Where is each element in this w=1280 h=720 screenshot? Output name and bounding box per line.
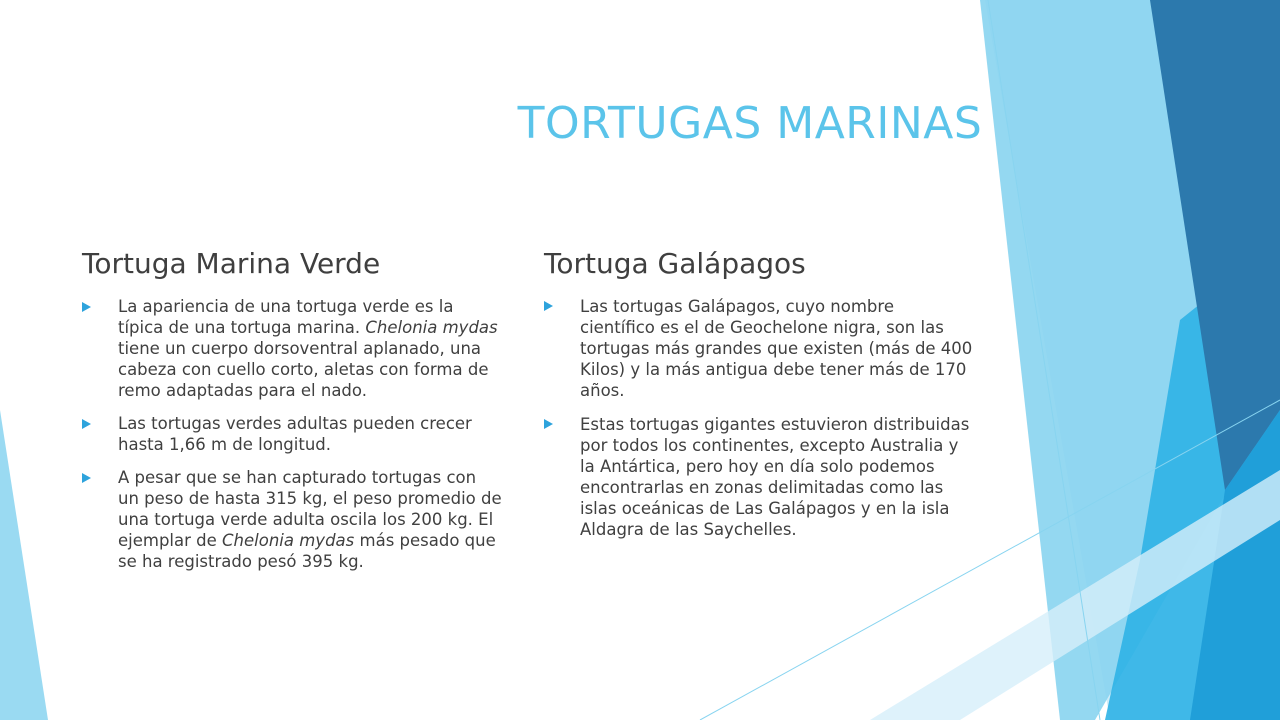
bullet-text	[118, 297, 498, 400]
text-segment: tiene un cuerpo dorsoventral aplanado, una cabeza con cuello corto, aletas con forma de remo adaptadas para el nado.	[118, 339, 489, 400]
bullet-item	[82, 467, 502, 572]
bullet-arrow-icon	[544, 419, 553, 429]
bullet-list	[82, 296, 502, 572]
text-segment: A pesar que se han capturado tortugas con un peso de hasta 315 kg, el peso promedio de una tortuga verde adulta oscila los 200 kg. El ejemplar de	[118, 468, 502, 550]
column-tortuga-galapagos	[544, 246, 974, 553]
text-segment: más pesado que se ha registrado pesó 395 kg.	[118, 531, 496, 571]
text-segment: La apariencia de una tortuga verde es la típica de una tortuga marina.	[118, 297, 454, 337]
bullet-text	[118, 468, 502, 571]
bullet-item	[544, 296, 974, 401]
column-heading: Tortuga Galápagos	[544, 247, 806, 280]
bullet-text: Las tortugas Galápagos, cuyo nombre científico es el de Geochelone nigra, son las tortugas más grandes que existen (más de 400 Kilos) y la más antigua debe tener más de 170 años.	[580, 297, 973, 400]
bullet-item	[82, 296, 502, 401]
bullet-item	[82, 413, 502, 455]
bullet-text: Las tortugas verdes adultas pueden crecer hasta 1,66 m de longitud.	[118, 414, 472, 454]
species-name: Chelonia mydas	[365, 318, 498, 337]
bullet-arrow-icon	[82, 302, 91, 312]
decor-left-sliver	[0, 410, 48, 720]
bullet-item	[544, 414, 974, 540]
bullet-list	[544, 296, 974, 540]
bullet-arrow-icon	[544, 301, 553, 311]
column-tortuga-marina-verde	[82, 246, 502, 584]
slide-title: TORTUGAS MARINAS	[517, 98, 983, 149]
bullet-text: Estas tortugas gigantes estuvieron distribuidas por todos los continentes, excepto Australia y la Antártica, pero hoy en día solo podemos encontrarlas en zonas delimitadas como las islas oceánicas de Las Galápagos y en la isla Aldagra de las Saychelles.	[580, 415, 970, 539]
bullet-arrow-icon	[82, 473, 91, 483]
column-heading: Tortuga Marina Verde	[82, 247, 381, 280]
species-name: Chelonia mydas	[222, 531, 355, 550]
bullet-arrow-icon	[82, 419, 91, 429]
